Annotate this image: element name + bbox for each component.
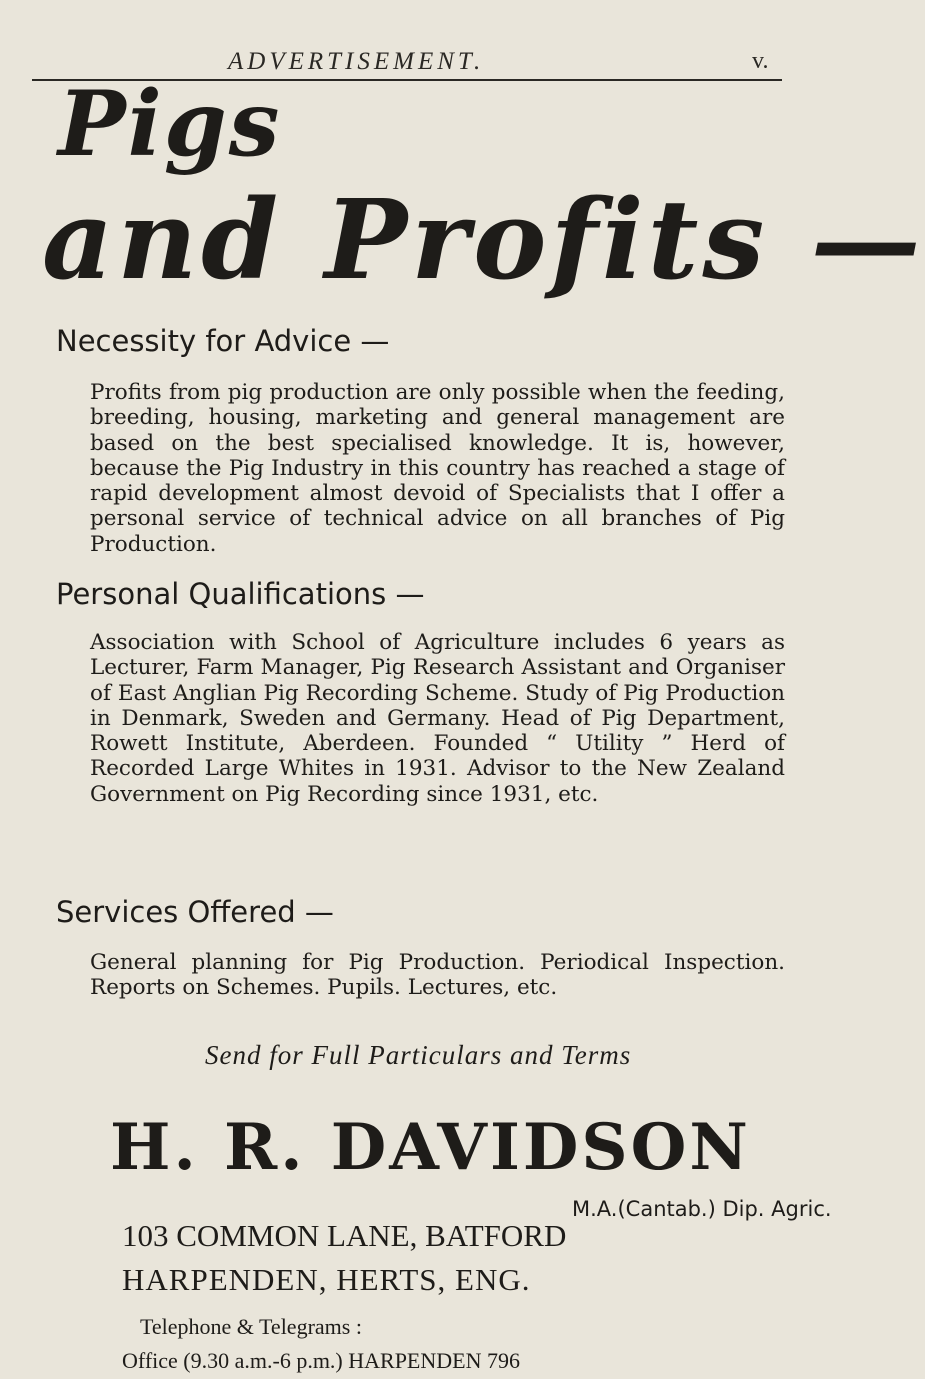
section-body-necessity: Profits from pig production are only possible when the feeding, breeding, housing, marketing and general management are based on the best specialised knowledge. It is, however, because the Pig Industry in this country has reached a stage of rapid development almost devoid of Specialists that I offer a personal service of technical advice on all branches of Pig Production. [90,380,785,557]
advertiser-name: H. R. DAVIDSON [110,1110,751,1185]
send-for-particulars: Send for Full Particulars and Terms [205,1040,632,1070]
running-title: ADVERTISEMENT. [228,48,485,75]
address-line-2: HARPENDEN, HERTS, ENG. [122,1262,531,1297]
office-hours-line: Office (9.30 a.m.-6 p.m.) HARPENDEN 796 [122,1348,520,1373]
section-body-qualifications: Association with School of Agriculture includes 6 years as Lecturer, Farm Manager, Pig Research Assistant and Organiser of East Anglian Pig Recording Scheme. Study of Pig Production in Denmark, Sweden and Germany. Head of Pig Department, Rowett Institute, Aberdeen. Founded “ Utility ” Herd of Recorded Large Whites in 1931. Advisor to the New Zealand Government on Pig Recording since 1931, etc. [90,630,785,807]
advertiser-degree: M.A.(Cantab.) Dip. Agric. [572,1197,832,1221]
display-line-profits: and Profits — [42,175,925,304]
display-line-pigs: Pigs [58,71,282,177]
section-heading-qualifications: Personal Qualifications — [56,577,425,611]
section-heading-services: Services Offered — [56,895,334,929]
section-body-services: General planning for Pig Production. Periodical Inspection. Reports on Schemes. Pupils. Lectures, etc. [90,950,785,1001]
section-heading-necessity: Necessity for Advice — [56,324,390,358]
telephone-label: Telephone & Telegrams : [140,1314,362,1339]
address-line-1: 103 COMMON LANE, BATFORD [122,1218,567,1253]
page-number: v. [752,48,769,74]
